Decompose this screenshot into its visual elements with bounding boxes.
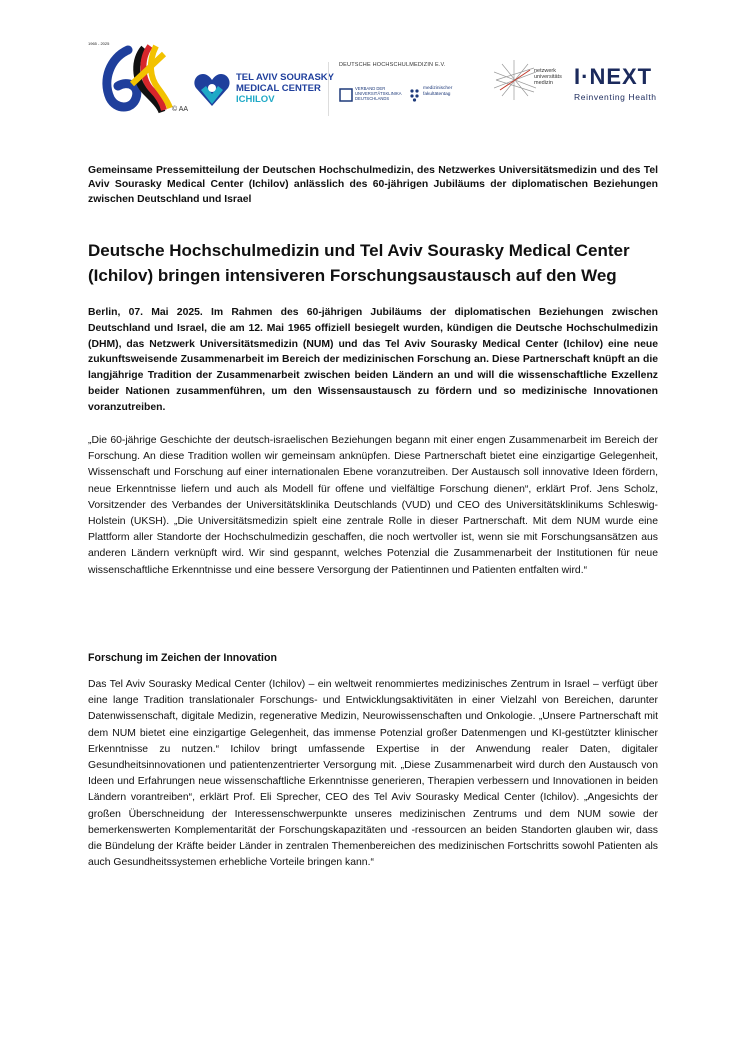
section-body-paragraph: Das Tel Aviv Sourasky Medical Center (Ichilov) – ein weltweit renommiertes medizinisches Zentrum in Israel – verfügt über eine lange Tradition translationaler Forschungs- und Entwicklungsaktivitäten in einer Vielzahl von Bereichen, darunter Datenwissenschaft, digitale Medizin, regenerative Medizin, Neurowissenschaften und Onkologie. „Unsere Partnerschaft mit dem NUM bietet eine einzigartige Gelegenheit, das immense Potenzial großer Datenmengen und KI-gestützter klinischer Erkenntnisse zu nutzen.“ Ichilov bringt umfassende Expertise in der Anwendung realer Daten, digitaler Gesundheitsinnovationen und patientenzentrierter Versorgung mit. „Diese Zusammenarbeit wird durch den Austausch von Ideen und Erfahrungen neue wissenschaftliche Erkenntnisse generieren, Therapien verbessern und Innovationen in beiden Ländern vorantreiben“, erklärt Prof. Eli Sprecher, CEO des Tel Aviv Sourasky Medical Center (Ichilov). „Angesichts der großen Überschneidung der Interessenschwerpunkte unseres medizinischen Zentrums und dem NUM sowie der bemerkenswerten Komplementarität der Forschungskapazitäten und -ressourcen an beiden Standorten glauben wir, dass die Bündelung der Kräfte beider Länder in zentralen Themenbereichen des medizinischen Fortschritts sowohl Patienten als auch Gesundheitssystemen erhebliche Vorteile bringen kann.“ — [88, 679, 658, 869]
ichilov-wordmark — [236, 72, 334, 105]
dhm-heading: DEUTSCHE HOCHSCHULMEDIZIN E.V. — [339, 62, 446, 68]
dhm-logo — [328, 62, 465, 116]
logo-band — [88, 40, 668, 120]
intro-paragraph: Gemeinsame Pressemitteilung der Deutschen Hochschulmedizin, des Netzwerkes Universitätsmedizin und des Tel Aviv Sourasky Medical Center (Ichilov) anlässlich des 60-jährigen Jubiläums der diplomatischen Beziehungen zwischen Deutschland und Israel — [88, 165, 658, 205]
sixty-years-dates: 1965 - 2025 — [88, 41, 110, 46]
vud-label: VERBAND DER UNIVERSITÄTSKLINIKA DEUTSCHLANDS — [355, 86, 402, 101]
ichilov-heart-icon — [192, 70, 232, 110]
mft-dots-icon — [409, 88, 421, 102]
ichilov-line2: MEDICAL CENTER — [236, 83, 321, 94]
section-heading: Forschung im Zeichen der Innovation — [88, 652, 277, 664]
sixty-ribbon-icon — [88, 40, 176, 116]
vud-mark-icon — [339, 88, 353, 102]
quote-paragraph: „Die 60-jährige Geschichte der deutsch-israelischen Beziehungen begann mit einer engen Zusammenarbeit im Bereich der Forschung. An diese Tradition wollen wir gemeinsam anknüpfen. Diese Partnerschaft bietet eine einzigartige Gelegenheit, Wissenschaft und Forschung auf einer internationalen Ebene voranzutreiben. Der Austausch soll innovative Ideen fördern, neue Erkenntnisse liefern und auch als Modell für offene und vielfältige Forschung dienen“, erklärt Prof. Jens Scholz, Vorsitzender des Verbandes der Universitätsklinika Deutschlands (VUD) und CEO des Universitätsklinikums Schleswig-Holstein (UKSH). „Die Universitätsmedizin spielt eine zentrale Rolle in dieser Partnerschaft. Mit dem NUM wurde eine Plattform aller Standorte der Hochschulmedizin geschaffen, die noch wertvoller ist, wenn sie mit Forschungsansätzen aus anderen Ländern verknüpft wird. Wir sind gespannt, welches Potenzial die Zusammenarbeit der Institutionen für neue wissenschaftliche Erkenntnisse und eine bessere Versorgung der Patientinnen und Patienten entfalten wird.“ — [88, 435, 658, 576]
mft-label: medizinischer fakultätentag — [423, 86, 453, 97]
ichilov-logo — [192, 70, 335, 114]
num-logo — [494, 60, 574, 104]
page-title: Deutsche Hochschulmedizin und Tel Aviv Sourasky Medical Center (Ichilov) bringen intensiveren Forschungsaustausch auf den Weg — [88, 241, 630, 285]
sixty-years-logo — [88, 40, 189, 116]
num-label: netzwerk universitäts medizin — [534, 68, 562, 86]
ichilov-line3: ICHILOV — [236, 94, 275, 105]
copyright-aa: © AA — [172, 106, 189, 113]
inext-wordmark: I·NEXT — [574, 64, 653, 89]
ichilov-line1: TEL AVIV SOURASKY — [236, 72, 335, 83]
inext-tagline: Reinventing Health — [574, 92, 657, 102]
inext-logo — [574, 64, 674, 104]
num-network-icon — [494, 60, 536, 100]
lead-paragraph: Berlin, 07. Mai 2025. Im Rahmen des 60-jährigen Jubiläums der diplomatischen Beziehungen zwischen Deutschland und Israel, die am 12. Mai 1965 offiziell besiegelt wurden, kündigen die Deutsche Hochschulmedizin (DHM), das Netzwerk Universitätsmedizin (NUM) und das Tel Aviv Sourasky Medical Center (Ichilov) eine neue zukunftsweisende Zusammenarbeit im Bereich der medizinischen Forschung an. Diese Partnerschaft knüpft an die langjährige Tradition der Zusammenarbeit zwischen beiden Ländern an und will die wissenschaftliche Exzellenz beider Nationen zusammenführen, um den Wissensaustausch zu fördern und so medizinische Innovationen voranzutreiben. — [88, 307, 658, 413]
